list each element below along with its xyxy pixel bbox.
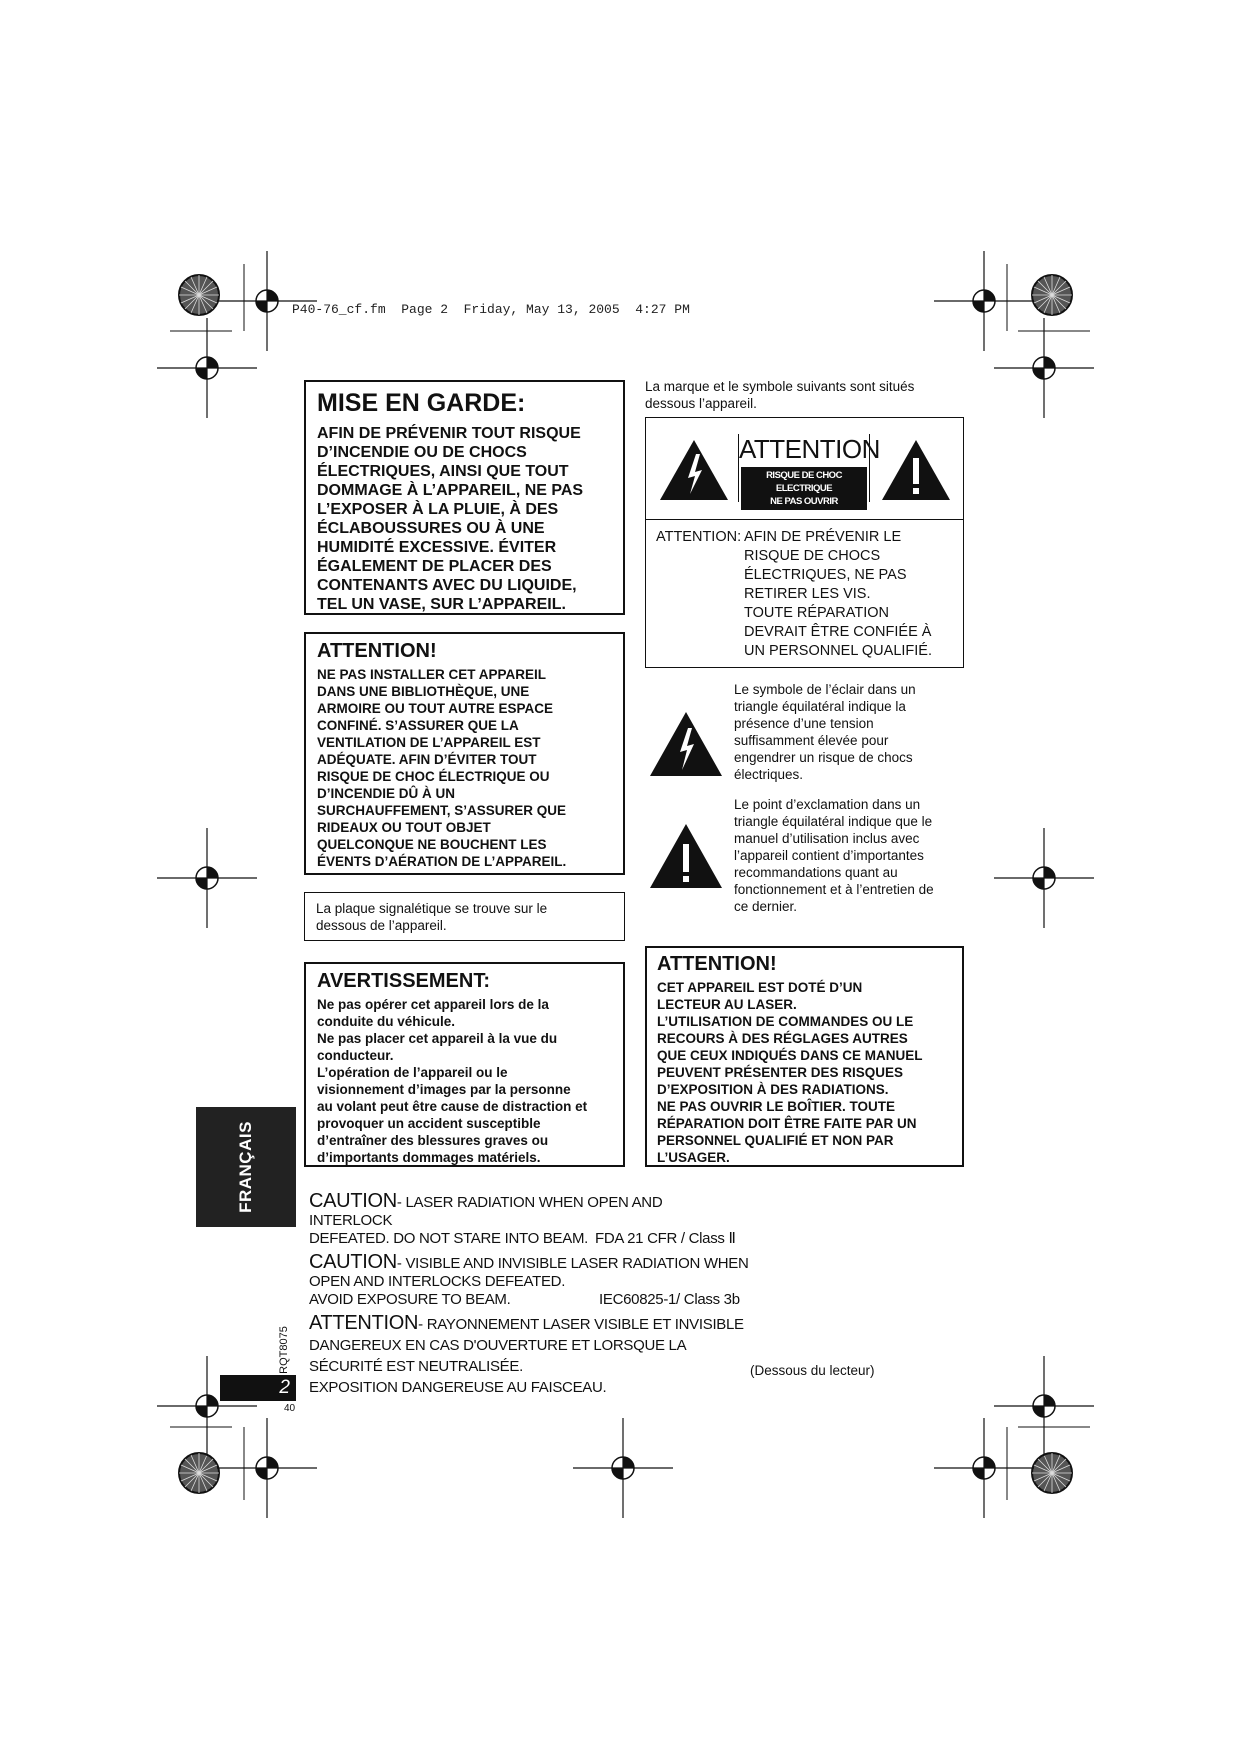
attention-laser-box: [645, 946, 964, 1167]
rating-plate-box: [304, 892, 625, 941]
attention-label-caption-prefix: ATTENTION:: [656, 529, 742, 545]
document-code: RQT8075: [278, 1326, 290, 1374]
registration-mark: [157, 1356, 257, 1456]
avertissement-title: AVERTISSEMENT:: [317, 970, 490, 992]
mise-en-garde-body: AFIN DE PRÉVENIR TOUT RISQUE D’INCENDIE OU DE CHOCS ÉLECTRIQUES, AINSI QUE TOUT DOMMAGE À L’APPAREIL, NE PAS L’EXPOSER À LA PLUIE, À DES ÉCLABOUSSURES OU À UNE HUMIDITÉ EXCESSIVE. ÉVITER ÉGALEMENT DE PLACER DES CONTENANTS AVEC DU LIQUIDE, TEL UN VASE, SUR L’APPAREIL.: [317, 425, 584, 613]
caution-2-text3: AVOID EXPOSURE TO BEAM.: [309, 1291, 511, 1308]
registration-mark: [573, 1418, 673, 1518]
registration-mark: [994, 1356, 1094, 1456]
page-number: 2: [279, 1377, 290, 1398]
attention-label-subbox: [741, 467, 867, 510]
mise-en-garde-title: MISE EN GARDE:: [317, 389, 526, 417]
rating-plate-text: La plaque signalétique se trouve sur le dessous de l’appareil.: [316, 901, 548, 933]
registration-mark: [217, 251, 317, 351]
registration-mark: [934, 1418, 1034, 1518]
attention-label-divider: [646, 519, 963, 520]
language-side-tab-label: FRANÇAIS: [236, 1121, 255, 1213]
attention-ventilation-body: NE PAS INSTALLER CET APPAREIL DANS UNE BIBLIOTHÈQUE, UNE ARMOIRE OU TOUT AUTRE ESPACE CONFINÉ. S’ASSURER QUE LA VENTILATION DE L’APPAREIL EST ADÉQUATE. AFIN D’ÉVITER TOUT RISQUE DE CHOC ÉLECTRIQUE OU D’INCENDIE DÛ À UN SURCHAUFFEMENT, S’ASSURER QUE RIDEAUX OU TOUT OBJET QUELCONQUE NE BOUCHENT LES ÉVENTS D’AÉRATION DE L’APPAREIL.: [317, 667, 567, 869]
attention-ventilation-title: ATTENTION!: [317, 640, 437, 662]
language-side-tab: [196, 1107, 296, 1227]
lightning-symbol-description: Le symbole de l’éclair dans un triangle équilatéral indique la présence d’une tension suffisamment élevée pour engendrer un risque de chocs électriques.: [734, 682, 916, 782]
attention-ventilation-box: [304, 632, 625, 875]
registration-mark: [994, 828, 1094, 928]
caution-2-text2: OPEN AND INTERLOCKS DEFEATED.: [309, 1273, 566, 1290]
caution-2-line3: [309, 1291, 749, 1309]
registration-mark: [934, 251, 1034, 351]
attention-label-center: [738, 434, 880, 507]
lightning-symbol-icon: [648, 710, 724, 778]
mise-en-garde-box: [304, 380, 625, 615]
label-intro-text: La marque et le symbole suivants sont situés dessous l’appareil.: [645, 379, 915, 411]
star-target-bottom-right: [1032, 1453, 1072, 1493]
caution-1-word: CAUTION: [309, 1190, 397, 1212]
caution-1-text2: DEFEATED. DO NOT STARE INTO BEAM.: [309, 1230, 589, 1247]
attention-laser-text1: - RAYONNEMENT LASER VISIBLE ET INVISIBLE: [418, 1316, 744, 1333]
player-bottom-note: (Dessous du lecteur): [750, 1363, 875, 1378]
attention-label-caption-body: AFIN DE PRÉVENIR LE RISQUE DE CHOCS ÉLECTRIQUES, NE PAS RETIRER LES VIS. TOUTE RÉPARATION DEVRAIT ÊTRE CONFIÉE À UN PERSONNEL QUALIFIÉ.: [744, 529, 933, 659]
attention-laser-title: ATTENTION!: [657, 953, 777, 975]
lightning-triangle-icon: [658, 438, 730, 502]
attention-label-word: ATTENTION: [739, 434, 880, 464]
attention-laser-line1: [309, 1314, 749, 1334]
attention-laser-text2: DANGEREUX EN CAS D'OUVERTURE ET LORSQUE LA: [309, 1337, 687, 1354]
page-number-box: [220, 1375, 296, 1401]
registration-mark: [157, 828, 257, 928]
caution-2-line1: [309, 1253, 749, 1273]
caution-1-line1: [309, 1192, 749, 1230]
exclamation-symbol-icon: [648, 822, 724, 890]
attention-label-sub-line1: RISQUE DE CHOC ELECTRIQUE: [766, 470, 842, 494]
star-target-bottom-left: [179, 1453, 219, 1493]
attention-laser-body: CET APPAREIL EST DOTÉ D’UN LECTEUR AU LASER. L’UTILISATION DE COMMANDES OU LE RECOURS À DES RÉGLAGES AUTRES QUE CEUX INDIQUÉS DANS CE MANUEL PEUVENT PRÉSENTER DES RISQUES D’EXPOSITION À DES RADIATIONS. NE PAS OUVRIR LE BOÎTIER. TOUTE RÉPARATION DOIT ÊTRE FAITE PAR UN PERSONNEL QUALIFIÉ ET NON PAR L’USAGER.: [657, 980, 923, 1165]
caution-2-class: IEC60825-1/ Class 3b: [599, 1291, 740, 1308]
exclamation-triangle-icon: [880, 438, 952, 502]
laser-caution-label: [309, 1192, 749, 1397]
registration-mark: [994, 318, 1094, 418]
caution-1-class: FDA 21 CFR / Class Ⅱ: [595, 1230, 736, 1247]
sub-page-number: 40: [284, 1403, 296, 1414]
star-target-top-left: [179, 275, 219, 315]
caution-2-word: CAUTION: [309, 1251, 397, 1273]
file-header: P40-76_cf.fm Page 2 Friday, May 13, 2005 4:27 PM: [292, 302, 690, 317]
attention-laser-word: ATTENTION: [309, 1312, 419, 1334]
attention-laser-text4: EXPOSITION DANGEREUSE AU FAISCEAU.: [309, 1379, 607, 1396]
exclamation-symbol-description: Le point d’exclamation dans un triangle équilatéral indique que le manuel d’utilisation inclus avec l’appareil contient d’importantes recommandations quant au fonctionnement et à l’entretien de ce dernier.: [734, 797, 934, 914]
caution-2-text1: - VISIBLE AND INVISIBLE LASER RADIATION WHEN: [396, 1255, 749, 1272]
caution-1-line2: [309, 1230, 749, 1248]
registration-mark: [217, 1418, 317, 1518]
registration-mark: [157, 318, 257, 418]
avertissement-body: Ne pas opérer cet appareil lors de la conduite du véhicule. Ne pas placer cet appareil à la vue du conducteur. L’opération de l’appareil ou le visionnement d’images par la personne au volant peut être cause de distraction et provoquer un accident susceptible d’entraîner des blessures graves ou d’importants dommages matériels.: [317, 997, 588, 1165]
attention-laser-text3: SÉCURITÉ EST NEUTRALISÉE.: [309, 1358, 523, 1375]
attention-label-sub-line2: NE PAS OUVRIR: [770, 496, 838, 507]
attention-label-box: [645, 417, 964, 668]
caution-1-text1: - LASER RADIATION WHEN OPEN AND INTERLOCK: [309, 1194, 663, 1229]
star-target-top-right: [1032, 275, 1072, 315]
avertissement-box: [304, 962, 625, 1167]
